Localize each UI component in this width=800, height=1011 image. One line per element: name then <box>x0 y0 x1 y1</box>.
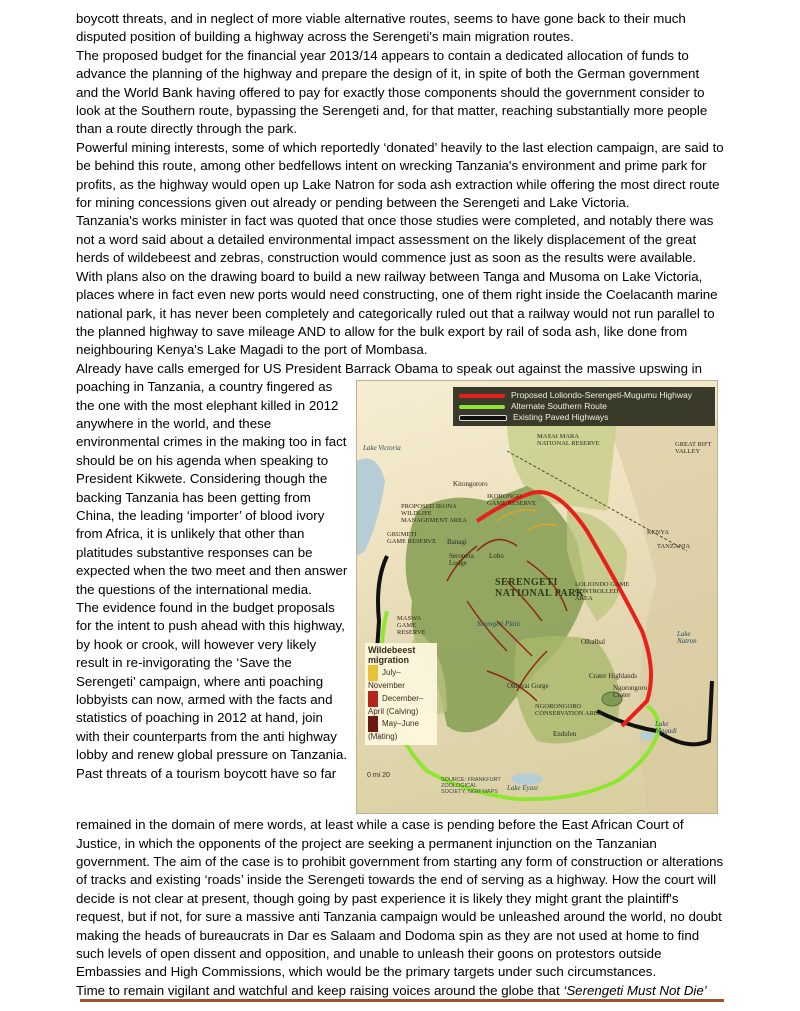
map-label-endulen: Endulen <box>553 730 577 739</box>
map-label-lobo: Lobo <box>489 552 504 561</box>
map-label-loliondo: LOLIONDO GAME CONTROLLED AREA <box>575 581 630 603</box>
left-column <box>76 378 348 783</box>
paragraph-past-lead: Past threats of a tourism boycott have so far <box>76 765 337 781</box>
paragraph-evidence: The evidence found in the budget proposals for the intent to push ahead with this highway, by hook or crook, will however very likely result in re-invigorating the ‘Save the Serengeti’ campaign, where anti poaching lobbyists can now, armed with the facts and statistics of poaching in 2012 at hand, join with their counterparts from the anti highway lobby and renew global pressure on Tanzania. <box>76 600 348 763</box>
legend-row-alternate <box>459 401 709 412</box>
lake-victoria-shape <box>357 459 385 557</box>
map-label-crater-highlands: Crater Highlands <box>589 672 638 681</box>
map-label-olduvai: Olduvai Gorge <box>507 682 549 691</box>
migration-label-3: May–June (Mating) <box>368 719 419 742</box>
rift-valley-shape <box>607 421 717 813</box>
legend-swatch-red <box>459 394 505 398</box>
route-legend <box>453 387 715 426</box>
legend-label-paved: Existing Paved Highways <box>513 412 609 423</box>
legend-swatch-black <box>459 415 507 421</box>
map-label-kenya: KENYA <box>647 529 670 537</box>
map-label-seronera: Seronera Lodge <box>449 552 474 568</box>
legend-row-proposed <box>459 390 709 401</box>
map-label-lake-eyasi: Lake Eyasi <box>507 784 538 793</box>
lake-magadi-shape <box>639 732 655 740</box>
map-label-lake-magadi: Lake Magadi <box>655 720 677 736</box>
map-credit: SOURCE: FRANKFURT ZOOLOGICAL SOCIETY; NGM MAPS <box>441 777 501 796</box>
paragraph-works-minister: Tanzania's works minister in fact was quoted that once those studies were completed, and notably there was not a word said about a detailed environmental impact assessment on the likely displacement of the great herds of wildebeest and zebras, construction would commence just as soon as the results were available. With plans also on the drawing board to build a new railway between Tanga and Musoma on Lake Victoria, places where in fact even new ports would need constructing, one of them right inside the Coelacanth marine national park, it has never been completely and categorically ruled out that a railway would not run parallel to the planned highway to save mileage AND to allow for the bulk export by rail of soda ash, like done from neighbouring Kenya's Lake Magadi to the port of Mombasa. <box>76 213 718 358</box>
migration-legend <box>365 643 437 745</box>
paragraph-obama-lead: Already have calls emerged for US President Barrack Obama to speak out against the massive upswing in <box>76 360 703 376</box>
final-text: Time to remain vigilant and watchful and keep raising voices around the globe that <box>76 982 560 998</box>
paragraph-budget: The proposed budget for the financial year 2013/14 appears to contain a dedicated allocation of funds to advance the planning of the highway and prepare the design of it, in spite of both the German government and the World Bank having offered to pay for exactly those components should the government consider to look at the Southern route, bypassing the Serengeti and, for that matter, reaching substantially more people than a route directly through the park. <box>76 47 708 137</box>
migration-item-1 <box>368 665 434 691</box>
map-label-masai-mara: MASAI MARA NATIONAL RESERVE <box>537 433 600 448</box>
final-quote: ‘Serengeti Must Not Die’ <box>563 982 707 998</box>
map-label-rift-valley: GREAT RIFT VALLEY <box>675 441 712 456</box>
migration-swatch-2 <box>368 691 378 707</box>
map-label-maswa: MASWA GAME RESERVE <box>397 615 426 637</box>
map-label-kitongororo: Kitongororo <box>453 480 488 489</box>
migration-swatch-3 <box>368 716 378 732</box>
map-label-banagi: Banagi <box>447 538 467 547</box>
migration-label-2: December–April (Calving) <box>368 693 424 716</box>
paragraph-past-rest: remained in the domain of mere words, at least while a case is pending before the East African Court of Justice, in which the opponents of the project are seeking a permanent injunction on the Tanzanian government. The aim of the case is to prohibit government from starting any form of construction or alterations of tracks and existing ‘roads’ inside the Serengeti towards the end of serving as a highway. How the court will decide is not clear at present, though going by past experience it is likely they might grant the plaintiff's request, but if not, for sure a massive anti Tanzania campaign would be unleashed around the world, no doubt making the heads of bureaucrats in Dar es Salaam and Dodoma spin as they are not used at home to find such levels of open dissent and opposition, and unable to unleash their goons on protestors outside Embassies and High Commissions, which would be the primary targets under such circumstances. <box>76 817 724 980</box>
map-label-lake-victoria: Lake Victoria <box>363 444 401 453</box>
map-label-grumeti: GRUMETI GAME RESERVE <box>387 531 437 546</box>
map-scale: 0 mi 20 <box>367 772 390 780</box>
legend-row-paved <box>459 412 709 423</box>
legend-label-proposed: Proposed Loliondo-Serengeti-Mugumu Highway <box>511 390 692 401</box>
migration-item-3 <box>368 716 434 742</box>
map-label-ikorongo: IKORONGO GAME RESERVE <box>487 493 537 508</box>
text-map-section <box>76 378 724 816</box>
migration-item-2 <box>368 691 434 717</box>
paragraph-intro: boycott threats, and in neglect of more viable alternative routes, seems to have gone back to their much disputed position of building a highway across the Serengeti's main migration routes. <box>76 11 686 45</box>
article-body <box>76 10 724 1000</box>
paragraph-final <box>76 982 724 1000</box>
legend-label-alternate: Alternate Southern Route <box>511 401 607 412</box>
footer-rule <box>80 999 724 1002</box>
paragraph-obama-rest: poaching in Tanzania, a country fingered as the one with the most elephant killed in 2012 anywhere in the world, and these environmental crimes in the making too in fact should be on his agenda when speaking to President Kikwete. Considering though the backing Tanzania has been getting from China, the leading ‘importer’ of blood ivory from Africa, it is unlikely that other than platitudes substantive responses can be expected when the two meet and then answer the questions of the international media. <box>76 379 348 597</box>
map-label-serengeti-plain: Serengeti Plain <box>477 620 521 629</box>
map-label-serengeti: SERENGETI NATIONAL PARK <box>495 577 585 600</box>
migration-legend-title: Wildebeest migration <box>368 645 416 665</box>
map-label-olbalbal: Olbalbal <box>581 638 606 647</box>
map-label-tanzania: TANZANIA <box>657 543 691 551</box>
serengeti-map <box>356 380 718 814</box>
map-label-lake-natron: Lake Natron <box>677 630 697 646</box>
migration-label-1: July–November <box>368 668 405 691</box>
legend-swatch-green <box>459 405 505 409</box>
migration-swatch-1 <box>368 665 378 681</box>
map-label-ngorongoro-crater: Ngorongoro Crater <box>613 684 648 700</box>
map-label-ikona: PROPOSED IKONA WILDLIFE MANAGEMENT AREA <box>401 503 467 525</box>
paragraph-mining: Powerful mining interests, some of which reportedly ‘donated’ heavily to the last election campaign, are said to be behind this route, among other bedfellows intent on wrecking Tanzania's environment and prime park for profits, as the highway would open up Lake Natron for soda ash extraction while offering the most direct route for mining concessions given out already or pending between the Serengeti and Lake Victoria. <box>76 139 724 211</box>
map-label-ngorongoro-area: NGORONGORO CONSERVATION AREA <box>535 703 603 718</box>
